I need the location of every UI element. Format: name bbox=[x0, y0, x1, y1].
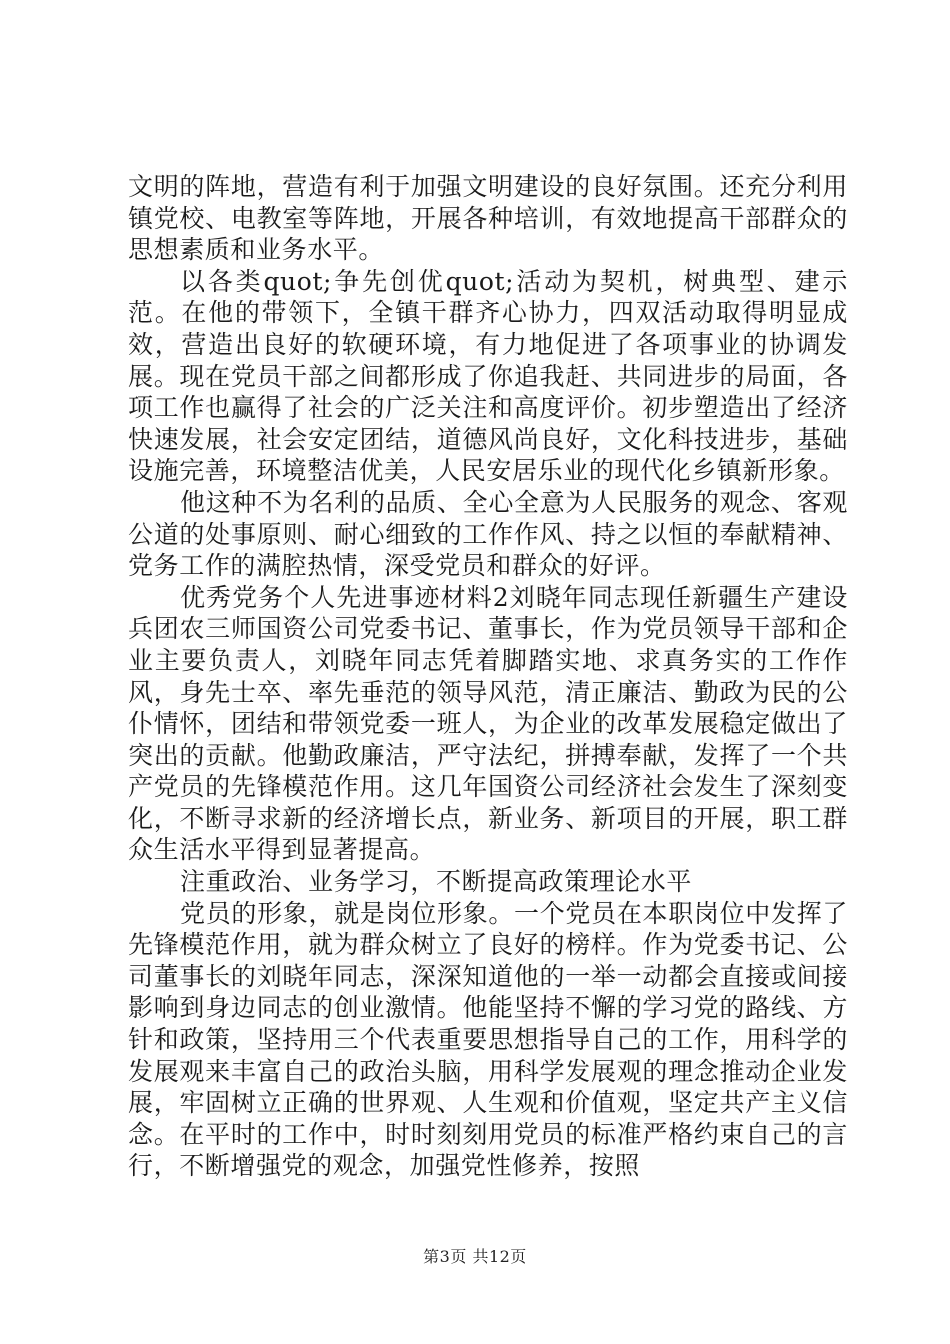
paragraph-5: 党员的形象，就是岗位形象。一个党员在本职岗位中发挥了先锋模范作用，就为群众树立了良好的榜样。作为党委书记、公司董事长的刘晓年同志，深深知道他的一举一动都会直接或间接影响到身边同志的创业激情。他能坚持不懈的学习党的路线、方针和政策，坚持用三个代表重要思想指导自己的工作，用科学的发展观来丰富自己的政治头脑，用科学发展观的理念推动企业发展，牢固树立正确的世界观、人生观和价值观，坚定共产主义信念。在平时的工作中，时时刻刻用党员的标准严格约束自己的言行，不断增强党的观念，加强党性修养，按照 bbox=[128, 898, 848, 1181]
document-body bbox=[128, 171, 848, 1182]
section-heading: 注重政治、业务学习，不断提高政策理论水平 bbox=[180, 867, 693, 897]
paragraph-3: 他这种不为名利的品质、全心全意为人民服务的观念、客观公道的处事原则、耐心细致的工作作风、持之以恒的奉献精神、党务工作的满腔热情，深受党员和群众的好评。 bbox=[128, 487, 848, 581]
paragraph-1: 文明的阵地，营造有利于加强文明建设的良好氛围。还充分利用镇党校、电教室等阵地，开展各种培训，有效地提高干部群众的思想素质和业务水平。 bbox=[128, 172, 848, 265]
paragraph-2: 以各类quot;争先创优quot;活动为契机，树典型、建示范。在他的带领下，全镇干群齐心协力，四双活动取得明显成效，营造出良好的软硬环境，有力地促进了各项事业的协调发展。现在党员干部之间都形成了你追我赶、共同进步的局面，各项工作也赢得了社会的广泛关注和高度评价。初步塑造出了经济快速发展，社会安定团结，道德风尚良好，文化科技进步，基础设施完善，环境整洁优美，人民安居乐业的现代化乡镇新形象。 bbox=[128, 266, 848, 486]
page-number-footer: 第3页 共12页 bbox=[423, 1247, 527, 1266]
paragraph-4: 优秀党务个人先进事迹材料2刘晓年同志现任新疆生产建设兵团农三师国资公司党委书记、董事长，作为党员领导干部和企业主要负责人，刘晓年同志凭着脚踏实地、求真务实的工作作风，身先士卒、率先垂范的领导风范，清正廉洁、勤政为民的公仆情怀，团结和带领党委一班人，为企业的改革发展稳定做出了突出的贡献。他勤政廉洁，严守法纪，拼搏奉献，发挥了一个共产党员的先锋模范作用。这几年国资公司经济社会发生了深刻变化，不断寻求新的经济增长点，新业务、新项目的开展，职工群众生活水平得到显著提高。 bbox=[128, 582, 848, 865]
